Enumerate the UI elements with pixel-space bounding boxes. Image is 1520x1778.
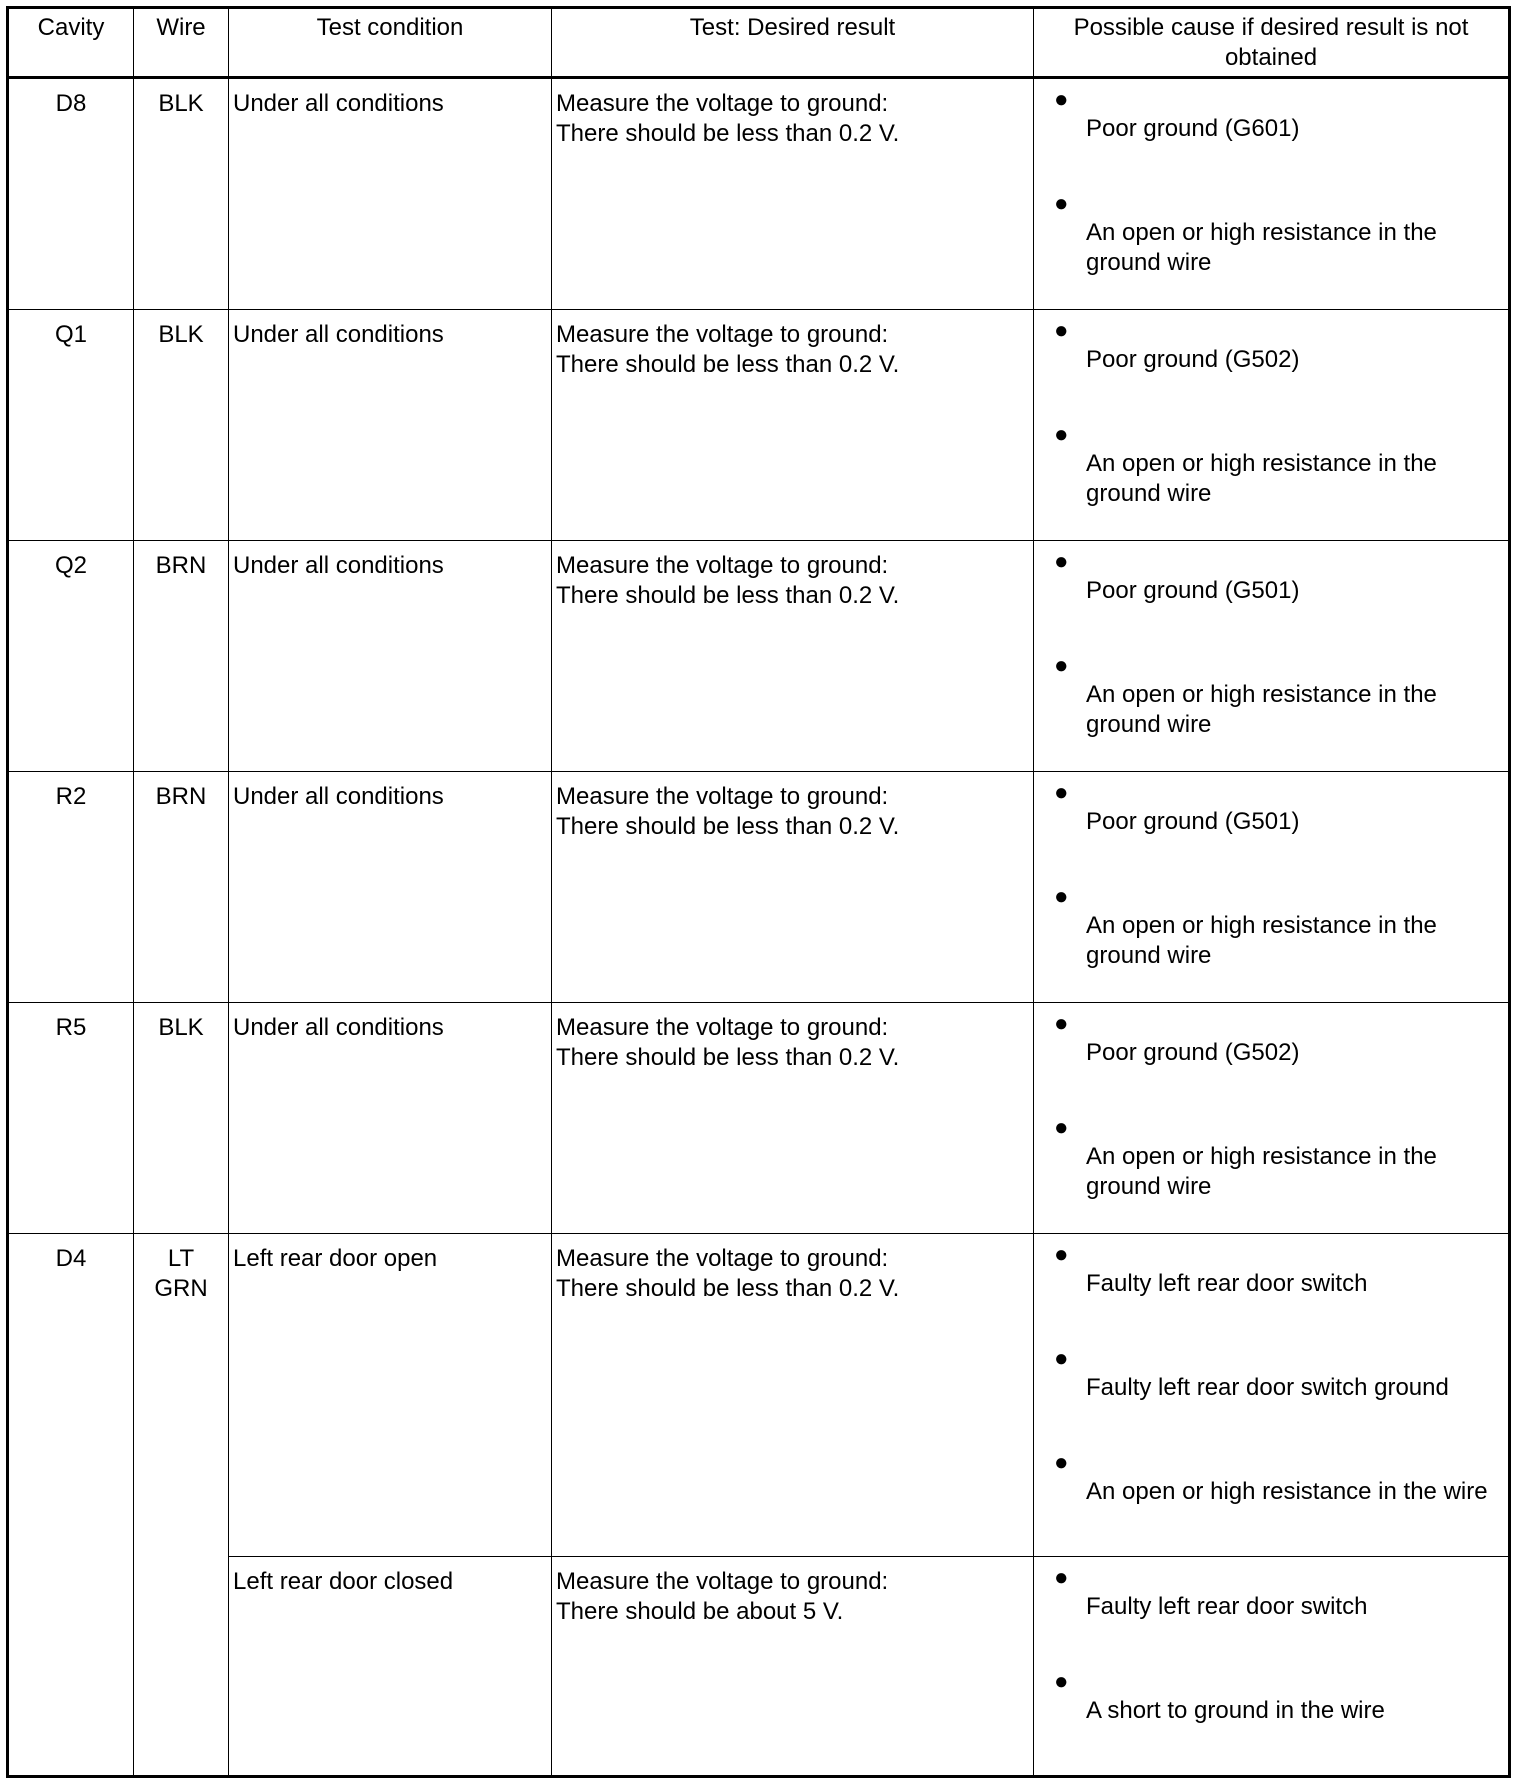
causes-cell <box>1034 772 1510 1003</box>
bullet-icon: ● <box>1054 1564 1069 1591</box>
cause-item <box>1054 779 1508 886</box>
cause-item <box>1054 1668 1508 1775</box>
cause-item <box>1054 317 1508 424</box>
bullet-icon: ● <box>1054 1449 1069 1476</box>
condition-cell: Under all conditions <box>229 1003 552 1234</box>
cause-text: Poor ground (G601) <box>1086 115 1300 142</box>
table-row <box>8 1003 1510 1234</box>
causes-cell <box>1034 78 1510 310</box>
bullet-icon: ● <box>1054 779 1069 806</box>
condition-cell: Under all conditions <box>229 310 552 541</box>
bullet-icon: ● <box>1054 86 1069 113</box>
cause-item <box>1054 652 1508 759</box>
result-cell <box>552 310 1034 541</box>
condition-cell: Under all conditions <box>229 772 552 1003</box>
result-line: Measure the voltage to ground: <box>556 552 889 579</box>
causes-cell <box>1034 1234 1510 1557</box>
result-line: There should be less than 0.2 V. <box>556 813 900 840</box>
result-line: Measure the voltage to ground: <box>556 321 889 348</box>
cause-text: Poor ground (G502) <box>1086 346 1300 373</box>
causes-cell <box>1034 541 1510 772</box>
cause-item <box>1054 1114 1508 1221</box>
table-row <box>8 310 1510 541</box>
cause-text: Faulty left rear door switch ground <box>1086 1374 1449 1401</box>
header-test-condition: Test condition <box>229 8 552 78</box>
result-line: There should be less than 0.2 V. <box>556 1275 900 1302</box>
cause-item <box>1054 421 1508 528</box>
table-row <box>8 1557 1510 1777</box>
wire-line: LT <box>167 1245 195 1272</box>
bullet-icon: ● <box>1054 190 1069 217</box>
result-cell <box>552 1003 1034 1234</box>
header-row <box>8 8 1510 78</box>
result-line: Measure the voltage to ground: <box>556 1568 889 1595</box>
cause-item <box>1054 1449 1508 1556</box>
cause-text: Poor ground (G501) <box>1086 808 1300 835</box>
causes-cell <box>1034 1003 1510 1234</box>
bullet-icon: ● <box>1054 317 1069 344</box>
result-cell <box>552 1234 1034 1557</box>
table-row <box>8 541 1510 772</box>
cause-item <box>1054 190 1508 297</box>
cause-text: An open or high resistance in the ground wire <box>1086 912 1437 969</box>
bullet-icon: ● <box>1054 652 1069 679</box>
header-wire: Wire <box>134 8 229 78</box>
cause-item <box>1054 1564 1508 1671</box>
bullet-icon: ● <box>1054 883 1069 910</box>
cavity-cell: D4 <box>8 1234 134 1777</box>
cause-text: An open or high resistance in the ground wire <box>1086 681 1437 738</box>
causes-cell <box>1034 1557 1510 1777</box>
result-line: Measure the voltage to ground: <box>556 1014 889 1041</box>
cavity-cell: Q1 <box>8 310 134 541</box>
table-row <box>8 1234 1510 1557</box>
cavity-cell: R2 <box>8 772 134 1003</box>
result-cell <box>552 1557 1034 1777</box>
cause-text: An open or high resistance in the ground wire <box>1086 1143 1437 1200</box>
result-cell <box>552 78 1034 310</box>
result-cell <box>552 772 1034 1003</box>
cause-item <box>1054 1345 1508 1452</box>
result-line: There should be less than 0.2 V. <box>556 1044 900 1071</box>
cause-item <box>1054 548 1508 655</box>
cause-text: An open or high resistance in the ground wire <box>1086 450 1437 507</box>
cavity-cell: R5 <box>8 1003 134 1234</box>
table-row <box>8 772 1510 1003</box>
header-desired-result: Test: Desired result <box>552 8 1034 78</box>
bullet-icon: ● <box>1054 421 1069 448</box>
result-cell <box>552 541 1034 772</box>
condition-cell: Under all conditions <box>229 78 552 310</box>
bullet-icon: ● <box>1054 1114 1069 1141</box>
result-line: There should be about 5 V. <box>556 1598 844 1625</box>
wire-line: GRN <box>154 1275 208 1302</box>
bullet-icon: ● <box>1054 1010 1069 1037</box>
cause-item <box>1054 1010 1508 1117</box>
wire-cell: BLK <box>134 78 229 310</box>
bullet-icon: ● <box>1054 1345 1069 1372</box>
result-line: Measure the voltage to ground: <box>556 90 889 117</box>
causes-cell <box>1034 310 1510 541</box>
condition-cell: Left rear door closed <box>229 1557 552 1777</box>
bullet-icon: ● <box>1054 548 1069 575</box>
cause-text: Poor ground (G501) <box>1086 577 1300 604</box>
wire-cell <box>134 1234 229 1777</box>
cause-item <box>1054 1241 1508 1348</box>
result-line: There should be less than 0.2 V. <box>556 582 900 609</box>
wire-cell: BLK <box>134 1003 229 1234</box>
wire-cell: BRN <box>134 541 229 772</box>
wire-cell: BRN <box>134 772 229 1003</box>
cavity-cell: D8 <box>8 78 134 310</box>
condition-cell: Left rear door open <box>229 1234 552 1557</box>
condition-cell: Under all conditions <box>229 541 552 772</box>
wire-cell: BLK <box>134 310 229 541</box>
result-line: Measure the voltage to ground: <box>556 783 889 810</box>
cause-text: A short to ground in the wire <box>1086 1697 1385 1724</box>
cause-item <box>1054 86 1508 193</box>
cause-text: Faulty left rear door switch <box>1086 1593 1368 1620</box>
header-cavity: Cavity <box>8 8 134 78</box>
cause-item <box>1054 883 1508 990</box>
cause-text: Faulty left rear door switch <box>1086 1270 1368 1297</box>
bullet-icon: ● <box>1054 1668 1069 1695</box>
diagnostic-table <box>6 6 1511 1778</box>
result-line: There should be less than 0.2 V. <box>556 351 900 378</box>
cause-text: Poor ground (G502) <box>1086 1039 1300 1066</box>
bullet-icon: ● <box>1054 1241 1069 1268</box>
cavity-cell: Q2 <box>8 541 134 772</box>
cause-text: An open or high resistance in the ground wire <box>1086 219 1437 276</box>
result-line: There should be less than 0.2 V. <box>556 120 900 147</box>
result-line: Measure the voltage to ground: <box>556 1245 889 1272</box>
cause-text: An open or high resistance in the wire <box>1086 1478 1488 1505</box>
header-possible-cause: Possible cause if desired result is not obtained <box>1034 8 1510 78</box>
table-row <box>8 78 1510 310</box>
